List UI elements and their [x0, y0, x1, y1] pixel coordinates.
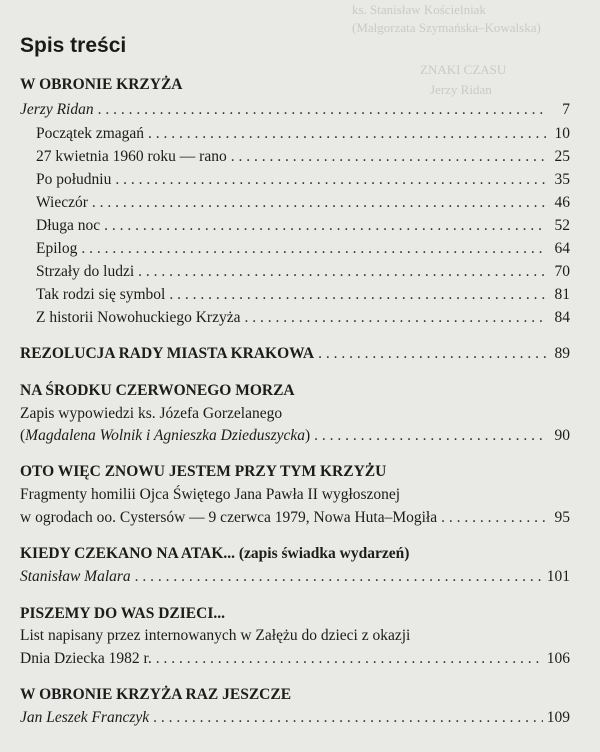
leader-dots [115, 170, 546, 190]
entry-authors: (Magdalena Wolnik i Agnieszka Dzieduszycka) [20, 427, 311, 444]
entry-description: List napisany przez internowanych w Załężu do dzieci z okazji [20, 627, 411, 644]
page-number: 25 [554, 148, 570, 165]
author-name: Jerzy Ridan [20, 101, 94, 118]
entry-description: w ogrodach oo. Cystersów — 9 czerwca 1979, Nowa Huta–Mogiła [20, 509, 438, 526]
toc-entry[interactable] [20, 508, 570, 528]
entry-description: Fragmenty homilii Ojca Świętego Jana Pawła II wygłoszonej [20, 486, 401, 503]
toc-entry[interactable] [36, 216, 570, 236]
leader-dots [441, 508, 546, 528]
page-number: 7 [562, 101, 570, 118]
page-title: Spis treści [20, 34, 127, 57]
toc-entry[interactable] [36, 308, 570, 328]
section-heading: W OBRONIE KRZYŻA [20, 76, 183, 93]
toc-entry[interactable] [36, 147, 570, 167]
page-number: 101 [546, 568, 570, 585]
page-number: 35 [554, 171, 570, 188]
leader-dots [244, 308, 546, 328]
entry-label: Strzały do ludzi [36, 263, 135, 280]
page-number: 106 [546, 650, 570, 667]
toc-entry[interactable] [36, 193, 570, 213]
page-number: 64 [554, 240, 570, 257]
section-heading: PISZEMY DO WAS DZIECI... [20, 605, 225, 622]
page-number: 10 [554, 125, 570, 142]
section-heading: REZOLUCJA RADY MIASTA KRAKOWA [20, 345, 315, 362]
leader-dots [314, 426, 546, 446]
entry-label: Tak rodzi się symbol [36, 286, 166, 303]
entry-description: Dnia Dziecka 1982 r. [20, 650, 152, 667]
toc-entry[interactable] [36, 285, 570, 305]
entry-label: Z historii Nowohuckiego Krzyża [36, 309, 241, 326]
section-heading: NA ŚRODKU CZERWONEGO MORZA [20, 382, 295, 399]
leader-dots [318, 344, 546, 364]
page-number: 52 [554, 217, 570, 234]
entry-description: Zapis wypowiedzi ks. Józefa Gorzelanego [20, 405, 283, 422]
leader-dots [148, 124, 546, 144]
bleed-through-text: ks. Stanisław Kościelniak [352, 2, 486, 17]
bleed-through-text: ZNAKI CZASU [420, 62, 507, 77]
page-number: 81 [554, 286, 570, 303]
toc-entry[interactable] [20, 100, 570, 120]
entry-label: Długa noc [36, 217, 101, 234]
leader-dots [156, 649, 543, 669]
page-number: 95 [554, 509, 570, 526]
toc-entry[interactable] [36, 262, 570, 282]
leader-dots [98, 100, 546, 120]
bleed-through-text: Jerzy Ridan [430, 82, 492, 97]
section-heading: OTO WIĘC ZNOWU JESTEM PRZY TYM KRZYŻU [20, 463, 387, 480]
entry-label: 27 kwietnia 1960 roku — rano [36, 148, 227, 165]
toc-entry[interactable] [36, 124, 570, 144]
bleed-through-text: (Małgorzata Szymańska–Kowalska) [352, 20, 541, 35]
page-number: 70 [554, 263, 570, 280]
leader-dots [104, 216, 546, 236]
section-heading: KIEDY CZEKANO NA ATAK... (zapis świadka wydarzeń) [20, 545, 410, 562]
leader-dots [135, 567, 543, 587]
leader-dots [92, 193, 546, 213]
entry-label: Początek zmagań [36, 125, 145, 142]
leader-dots [169, 285, 546, 305]
page-number: 89 [554, 345, 570, 362]
page-number: 109 [546, 709, 570, 726]
section-heading: W OBRONIE KRZYŻA RAZ JESZCZE [20, 686, 292, 703]
toc-entry[interactable] [20, 708, 570, 728]
page-number: 46 [554, 194, 570, 211]
toc-entry[interactable] [20, 567, 570, 587]
toc-entry[interactable] [36, 170, 570, 190]
author-name: Stanisław Malara [20, 568, 131, 585]
leader-dots [138, 262, 546, 282]
toc-entry[interactable] [36, 239, 570, 259]
leader-dots [231, 147, 546, 167]
page-number: 84 [554, 309, 570, 326]
page-number: 90 [554, 427, 570, 444]
leader-dots [81, 239, 546, 259]
entry-label: Wieczór [36, 194, 88, 211]
author-name: Jan Leszek Franczyk [20, 709, 150, 726]
toc-entry[interactable] [20, 344, 570, 364]
toc-entry[interactable] [20, 649, 570, 669]
entry-label: Po południu [36, 171, 112, 188]
entry-label: Epilog [36, 240, 78, 257]
leader-dots [153, 708, 543, 728]
toc-entry[interactable] [20, 426, 570, 446]
